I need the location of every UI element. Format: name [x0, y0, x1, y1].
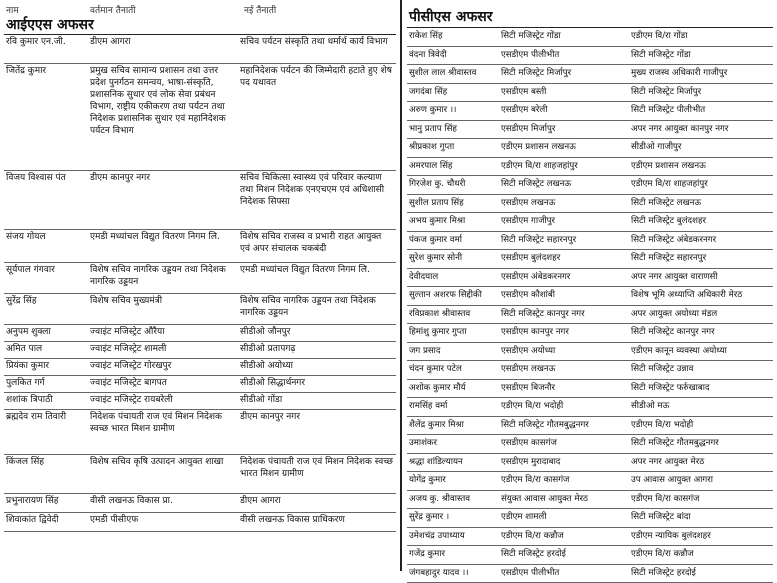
pcs-section-title: पीसीएस अफसर	[407, 8, 773, 28]
officer-name: देवीदयाल	[407, 269, 499, 287]
table-row	[4, 393, 396, 410]
officer-name: सुरेश कुमार सोनी	[407, 250, 499, 268]
current-posting: सिटी मजिस्ट्रेट हरदोई	[499, 546, 629, 564]
new-posting: सिटी मजिस्ट्रेट लखनऊ	[629, 195, 773, 213]
column-divider	[400, 0, 402, 571]
current-posting: निदेशक पंचायती राज एवं मिशन निदेशक स्वच्छ भारत मिशन ग्रामीण	[88, 410, 238, 454]
current-posting: एसडीएम अयोध्या	[499, 343, 629, 361]
new-posting: एडीएम कानून व्यवस्था अयोध्या	[629, 343, 773, 361]
table-row	[407, 491, 773, 510]
current-posting: एडीएम वि/रा भदोही	[499, 398, 629, 416]
current-posting: एसडीएम मुरादाबाद	[499, 454, 629, 472]
table-row	[407, 195, 773, 214]
new-posting: विशेष भूमि अध्याप्ति अधिकारी मेरठ	[629, 287, 773, 305]
new-posting: सिटी मजिस्ट्रेट अंबेडकरनगर	[629, 232, 773, 250]
new-posting: सिटी मजिस्ट्रेट गौतमबुद्धनगर	[629, 435, 773, 453]
current-posting: ज्वाइंट मजिस्ट्रेट गोरखपुर	[88, 359, 238, 375]
new-posting: डीएम कानपुर नगर	[238, 410, 396, 454]
new-posting: विशेष सचिव नागरिक उड्डयन तथा निदेशक नागरिक उड्डयन	[238, 294, 396, 324]
table-row	[4, 513, 396, 532]
table-row	[407, 528, 773, 547]
officer-name: उमेशचंद्र उपाध्याय	[407, 528, 499, 546]
table-row	[407, 380, 773, 399]
officer-name: सुल्तान अशरफ सिद्दीकी	[407, 287, 499, 305]
current-posting: विशेष सचिव मुख्यमंत्री	[88, 294, 238, 324]
new-posting: एडीएम वि/रा शाहजहांपुर	[629, 176, 773, 194]
new-posting: महानिदेशक पर्यटन की जिम्मेदारी हटाते हुए शेष पद यथावत	[238, 64, 396, 170]
table-row	[407, 213, 773, 232]
pcs-table	[407, 28, 773, 583]
table-row	[407, 324, 773, 343]
table-row	[407, 509, 773, 528]
officer-name: राकेश सिंह	[407, 28, 499, 46]
current-posting: डीएम कानपुर नगर	[88, 171, 238, 229]
new-posting: वीसी लखनऊ विकास प्राधिकरण	[238, 513, 396, 531]
col-header-name: नाम	[6, 3, 19, 16]
new-posting: सीडीओ मऊ	[629, 398, 773, 416]
new-posting: सिटी मजिस्ट्रेट गोंडा	[629, 47, 773, 65]
table-row	[407, 546, 773, 565]
column-headers	[4, 0, 396, 16]
table-row	[407, 306, 773, 325]
officer-name: सुरेंद्र कुमार ।	[407, 509, 499, 527]
current-posting: एसडीएम पीलीभीत	[499, 47, 629, 65]
current-posting: एसडीएम पीलीभीत	[499, 565, 629, 583]
current-posting: एडीएम शामली	[499, 509, 629, 527]
table-row	[4, 230, 396, 263]
table-row	[407, 343, 773, 362]
table-row	[4, 342, 396, 359]
current-posting: एसडीएम बस्ती	[499, 84, 629, 102]
table-row	[407, 158, 773, 177]
current-posting: एडीएम वि/रा कन्नौज	[499, 528, 629, 546]
current-posting: ज्वाइंट मजिस्ट्रेट औरैया	[88, 325, 238, 341]
current-posting: एडीएम प्रशासन लखनऊ	[499, 139, 629, 157]
ias-table	[4, 35, 396, 532]
table-row	[407, 287, 773, 306]
officer-name: सुशील लाल श्रीवास्तव	[407, 65, 499, 83]
new-posting: एडीएम प्रशासन लखनऊ	[629, 158, 773, 176]
table-row	[407, 28, 773, 47]
officer-name: शशांक त्रिपाठी	[4, 393, 88, 409]
table-row	[407, 232, 773, 251]
new-posting: एमडी मध्यांचल विद्युत वितरण निगम लि.	[238, 263, 396, 293]
current-posting: एसडीएम गाजीपुर	[499, 213, 629, 231]
new-posting: सिटी मजिस्ट्रेट उन्नाव	[629, 361, 773, 379]
table-row	[407, 47, 773, 66]
current-posting: सिटी मजिस्ट्रेट मिर्जापुर	[499, 65, 629, 83]
new-posting: सिटी मजिस्ट्रेट फर्रुखाबाद	[629, 380, 773, 398]
new-posting: सीडीओ गोंडा	[238, 393, 396, 409]
new-posting: सिटी मजिस्ट्रेट बांदा	[629, 509, 773, 527]
new-posting: अपर नगर आयुक्त कानपुर नगर	[629, 121, 773, 139]
current-posting: एमडी पीसीएफ	[88, 513, 238, 531]
table-row	[4, 35, 396, 64]
current-posting: एसडीएम कासगंज	[499, 435, 629, 453]
officer-name: श्रीप्रकाश गुप्ता	[407, 139, 499, 157]
current-posting: एसडीएम बुलंदशहर	[499, 250, 629, 268]
new-posting: निदेशक पंचायती राज एवं मिशन निदेशक स्वच्छ भारत मिशन ग्रामीण	[238, 455, 396, 493]
new-posting: अपर नगर आयुक्त वाराणसी	[629, 269, 773, 287]
table-row	[4, 64, 396, 171]
officer-name: रामसिंह वर्मा	[407, 398, 499, 416]
officer-name: अमित पाल	[4, 342, 88, 358]
table-row	[4, 171, 396, 230]
col-header-new-posting: नई तैनाती	[244, 3, 276, 16]
current-posting: विशेष सचिव नागरिक उड्डयन तथा निदेशक नागरिक उड्डयन	[88, 263, 238, 293]
officer-name: गजेंद्र कुमार	[407, 546, 499, 564]
officer-name: किंजल सिंह	[4, 455, 88, 493]
table-row	[407, 121, 773, 140]
new-posting: अपर आयुक्त अयोध्या मंडल	[629, 306, 773, 324]
officer-name: योगेंद्र कुमार	[407, 472, 499, 490]
new-posting: सिटी मजिस्ट्रेट बुलंदशहर	[629, 213, 773, 231]
current-posting: एसडीएम कानपुर नगर	[499, 324, 629, 342]
new-posting: उप आवास आयुक्त आगरा	[629, 472, 773, 490]
officer-name: जगदंबा सिंह	[407, 84, 499, 102]
table-row	[407, 454, 773, 473]
new-posting: सिटी मजिस्ट्रेट पीलीभीत	[629, 102, 773, 120]
officer-name: अजय कु. श्रीवास्तव	[407, 491, 499, 509]
new-posting: एडीएम वि/रा कन्नौज	[629, 546, 773, 564]
current-posting: सिटी मजिस्ट्रेट लखनऊ	[499, 176, 629, 194]
officer-name: हिमांशु कुमार गुप्ता	[407, 324, 499, 342]
officer-name: सूर्यपाल गंगवार	[4, 263, 88, 293]
officer-name: चंदन कुमार पटेल	[407, 361, 499, 379]
current-posting: एडीएम वि/रा शाहजहांपुर	[499, 158, 629, 176]
officer-name: सुरेंद्र सिंह	[4, 294, 88, 324]
new-posting: सीडीओ जौनपुर	[238, 325, 396, 341]
officer-name: जंगबहादुर यादव ।।	[407, 565, 499, 583]
officer-name: गिरजेश कु. चौधरी	[407, 176, 499, 194]
officer-name: अरुण कुमार ।।	[407, 102, 499, 120]
current-posting: एसडीएम बिजनौर	[499, 380, 629, 398]
current-posting: सिटी मजिस्ट्रेट गोंडा	[499, 28, 629, 46]
current-posting: एसडीएम लखनऊ	[499, 361, 629, 379]
officer-name: प्रभुनारायण सिंह	[4, 494, 88, 512]
current-posting: एमडी मध्यांचल विद्युत वितरण निगम लि.	[88, 230, 238, 262]
current-posting: संयुक्त आवास आयुक्त मेरठ	[499, 491, 629, 509]
table-row	[407, 269, 773, 288]
table-row	[407, 102, 773, 121]
new-posting: सचिव पर्यटन संस्कृति तथा धर्मार्थ कार्य विभाग	[238, 35, 396, 63]
officer-name: पंकज कुमार वर्मा	[407, 232, 499, 250]
officer-name: प्रियंका कुमार	[4, 359, 88, 375]
officer-name: सुशील प्रताप सिंह	[407, 195, 499, 213]
table-row	[407, 176, 773, 195]
table-row	[407, 84, 773, 103]
officer-name: शैलेंद्र कुमार मिश्रा	[407, 417, 499, 435]
current-posting: एसडीएम अंबेडकरनगर	[499, 269, 629, 287]
current-posting: ज्वाइंट मजिस्ट्रेट शामली	[88, 342, 238, 358]
table-row	[4, 325, 396, 342]
officer-name: अभय कुमार मिश्रा	[407, 213, 499, 231]
new-posting: एडीएम वि/रा भदोही	[629, 417, 773, 435]
officer-name: अमरपाल सिंह	[407, 158, 499, 176]
current-posting: प्रमुख सचिव सामान्य प्रशासन तथा उत्तर प्रदेश पुनर्गठन समन्वय, भाषा-संस्कृति, प्रशासनिक सुधार एवं लोक सेवा प्रबंधन विभाग, राष्ट्रीय एकीकरण तथा पर्यटन तथा निदेशक प्रशासनिक सुधार एवं महानिदेशक पर्यटन विभाग	[88, 64, 238, 170]
officer-name: संजय गोयल	[4, 230, 88, 262]
officer-name: ब्रह्मदेव राम तिवारी	[4, 410, 88, 454]
new-posting: सीडीओ प्रतापगढ़	[238, 342, 396, 358]
new-posting: सिटी मजिस्ट्रेट सहारनपुर	[629, 250, 773, 268]
officer-name: अनुपम शुक्ला	[4, 325, 88, 341]
officer-name: जग प्रसाद	[407, 343, 499, 361]
new-posting: सचिव चिकित्सा स्वास्थ्य एवं परिवार कल्याण तथा मिशन निदेशक एनएचएम एवं अधिशासी निदेशक सिफ्सा	[238, 171, 396, 229]
table-row	[407, 435, 773, 454]
current-posting: एसडीएम लखनऊ	[499, 195, 629, 213]
table-row	[4, 410, 396, 455]
new-posting: सिटी मजिस्ट्रेट कानपुर नगर	[629, 324, 773, 342]
new-posting: एडीएम न्यायिक बुलंदशहर	[629, 528, 773, 546]
table-row	[4, 263, 396, 294]
new-posting: सीडीओ सिद्धार्थनगर	[238, 376, 396, 392]
current-posting: वीसी लखनऊ विकास प्रा.	[88, 494, 238, 512]
pcs-officers-panel	[407, 0, 773, 583]
new-posting: एडीएम वि/रा कासगंज	[629, 491, 773, 509]
current-posting: विशेष सचिव कृषि उत्पादन आयुक्त शाखा	[88, 455, 238, 493]
current-posting: ज्वाइंट मजिस्ट्रेट बागपत	[88, 376, 238, 392]
table-row	[407, 565, 773, 583]
current-posting: सिटी मजिस्ट्रेट कानपुर नगर	[499, 306, 629, 324]
current-posting: एसडीएम कौशांबी	[499, 287, 629, 305]
current-posting: ज्वाइंट मजिस्ट्रेट रायबरेली	[88, 393, 238, 409]
new-posting: डीएम आगरा	[238, 494, 396, 512]
current-posting: डीएम आगरा	[88, 35, 238, 63]
new-posting: सीडीओ गाजीपुर	[629, 139, 773, 157]
new-posting: अपर नगर आयुक्त मेरठ	[629, 454, 773, 472]
new-posting: मुख्य राजस्व अधिकारी गाजीपुर	[629, 65, 773, 83]
current-posting: एडीएम वि/रा कासगंज	[499, 472, 629, 490]
new-posting: सिटी मजिस्ट्रेट मिर्जापुर	[629, 84, 773, 102]
table-row	[4, 376, 396, 393]
officer-name: जितेंद्र कुमार	[4, 64, 88, 170]
table-row	[407, 250, 773, 269]
table-row	[4, 455, 396, 494]
table-row	[407, 361, 773, 380]
current-posting: सिटी मजिस्ट्रेट सहारनपुर	[499, 232, 629, 250]
current-posting: एसडीएम बरेली	[499, 102, 629, 120]
ias-officers-panel	[4, 0, 396, 532]
table-row	[407, 139, 773, 158]
new-posting: एडीएम वि/रा गोंडा	[629, 28, 773, 46]
officer-name: विजय विश्वास पंत	[4, 171, 88, 229]
officer-name: भानु प्रताप सिंह	[407, 121, 499, 139]
col-header-current-posting: वर्तमान तैनाती	[90, 3, 136, 16]
ias-section-title: आईएएस अफसर	[4, 16, 396, 35]
current-posting: एसडीएम मिर्जापुर	[499, 121, 629, 139]
new-posting: सीडीओ अयोध्या	[238, 359, 396, 375]
table-row	[407, 398, 773, 417]
table-row	[407, 65, 773, 84]
officer-name: रविप्रकाश श्रीवास्तव	[407, 306, 499, 324]
new-posting: विशेष सचिव राजस्व व प्रभारी राहत आयुक्त एवं अपर संचालक चकबंदी	[238, 230, 396, 262]
officer-name: अशोक कुमार मौर्य	[407, 380, 499, 398]
table-row	[407, 417, 773, 436]
officer-name: पुलकित गर्ग	[4, 376, 88, 392]
current-posting: सिटी मजिस्ट्रेट गौतमबुद्धनगर	[499, 417, 629, 435]
table-row	[4, 359, 396, 376]
officer-name: उमाशंकर	[407, 435, 499, 453]
table-row	[4, 494, 396, 513]
new-posting: सिटी मजिस्ट्रेट हरदोई	[629, 565, 773, 583]
officer-name: वंदना त्रिवेदी	[407, 47, 499, 65]
officer-name: शिवाकांत द्विवेदी	[4, 513, 88, 531]
officer-name: रवि कुमार एन.जी.	[4, 35, 88, 63]
table-row	[407, 472, 773, 491]
officer-name: श्रद्धा शांडिल्यायन	[407, 454, 499, 472]
table-row	[4, 294, 396, 325]
